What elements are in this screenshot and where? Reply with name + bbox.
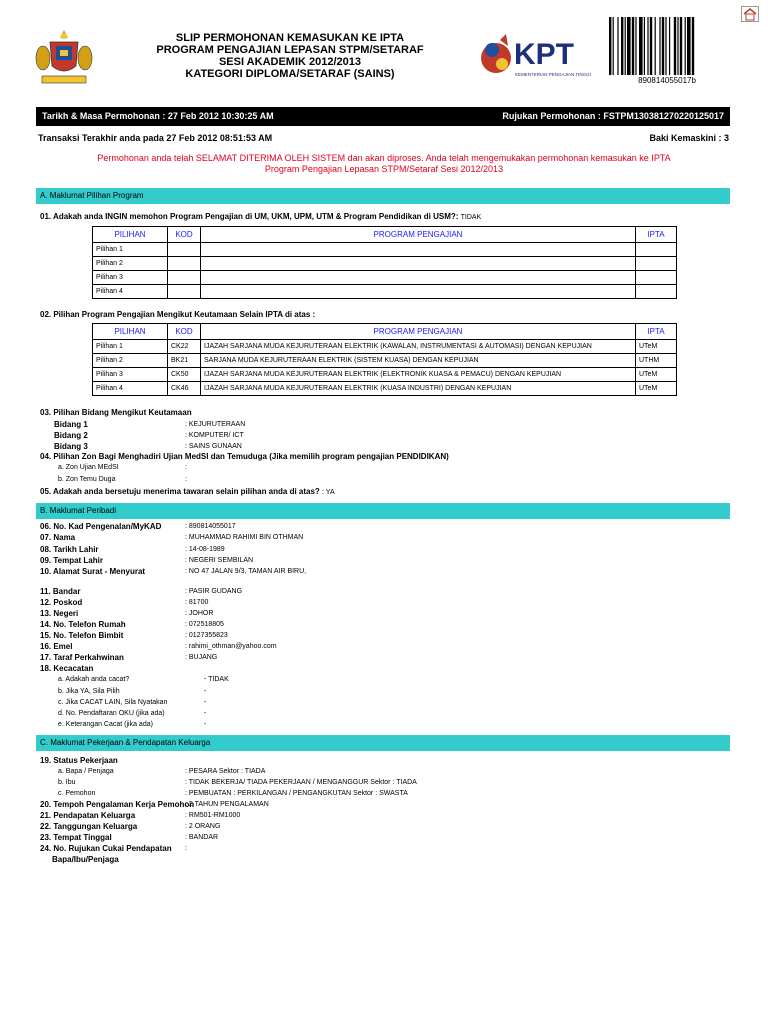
barcode-bar bbox=[639, 17, 643, 75]
bidang-3-label: Bidang 3 bbox=[54, 442, 88, 451]
application-datetime: Tarikh & Masa Permohonan : 27 Feb 2012 10:30:25 AM bbox=[42, 111, 274, 121]
status-pemohon-label: c. Pemohon bbox=[58, 790, 96, 797]
nama-label: 07. Nama bbox=[40, 533, 76, 542]
barcode-bar bbox=[659, 17, 660, 75]
question-01-answer: TIDAK bbox=[460, 214, 482, 221]
kpt-logo bbox=[478, 28, 598, 82]
application-reference: Rujukan Permohonan : FSTPM130381270220125017 bbox=[502, 111, 724, 121]
title-line-1: SLIP PERMOHONAN KEMASUKAN KE IPTA bbox=[175, 32, 405, 44]
taraf-value: : BUJANG bbox=[185, 654, 218, 661]
tempat-tinggal-label: 23. Tempat Tinggal bbox=[40, 833, 112, 842]
barcode-bar bbox=[680, 17, 682, 75]
tempoh-kerja-label: 20. Tempoh Pengalaman Kerja Pemohon bbox=[40, 800, 195, 809]
barcode-bar bbox=[677, 17, 678, 75]
title-line-2: PROGRAM PENGAJIAN LEPASAN STPM/SETARAF bbox=[156, 44, 424, 56]
tempat-tinggal-value: : BANDAR bbox=[185, 834, 219, 841]
barcode-bar bbox=[644, 17, 645, 75]
bidang-1-label: Bidang 1 bbox=[54, 420, 88, 429]
bidang-2-value: : KOMPUTER/ ICT bbox=[185, 432, 244, 439]
tempat-lahir-label: 09. Tempat Lahir bbox=[40, 556, 103, 565]
cukai-label: 24. No. Rujukan Cukai Pendapatan bbox=[40, 844, 172, 853]
table-row: Pilihan 3 CK50 IJAZAH SARJANA MUDA KEJURUTERAAN ELEKTRIK (ELEKTRONIK KUASA & PEMACU) DENGAN KEPUJIAN UTeM bbox=[93, 368, 677, 382]
question-05: 05. Adakah anda bersetuju menerima tawaran selain pilihan anda di atas? : YA bbox=[40, 487, 335, 496]
barcode-bar bbox=[635, 17, 636, 75]
barcode-bar bbox=[625, 17, 626, 75]
poskod-label: 12. Poskod bbox=[40, 598, 83, 607]
status-pemohon-value: : PEMBUATAN : PERKILANGAN / PENGANGKUTAN Sektor : SWASTA bbox=[185, 790, 408, 797]
barcode-bar bbox=[621, 17, 623, 75]
table-row: Pilihan 4 CK46 IJAZAH SARJANA MUDA KEJURUTERAAN ELEKTRIK (KUASA INDUSTRI) DENGAN KEPUJIAN UTeM bbox=[93, 382, 677, 396]
question-04: 04. Pilihan Zon Bagi Menghadiri Ujian MedSI dan Temuduga (Jika memilih program pengajian PENDIDIKAN) bbox=[40, 452, 449, 461]
bandar-label: 11. Bandar bbox=[40, 587, 81, 596]
emel-label: 16. Emel bbox=[40, 642, 73, 651]
bidang-3-value: : SAINS GUNAAN bbox=[185, 443, 242, 450]
barcode-bar bbox=[613, 17, 614, 75]
ic-value: : 890814055017 bbox=[185, 523, 236, 530]
question-03: 03. Pilihan Bidang Mengikut Keutamaan bbox=[40, 408, 192, 417]
section-c-header: C. Maklumat Pekerjaan & Pendapatan Keluarga bbox=[36, 735, 730, 751]
title-line-3: SESI AKADEMIK 2012/2013 bbox=[218, 56, 362, 68]
alamat-value: : NO 47 JALAN 9/3, TAMAN AIR BIRU, bbox=[185, 568, 307, 575]
nama-value: : MUHAMMAD RAHIMI BIN OTHMAN bbox=[185, 534, 304, 541]
remaining-updates: Baki Kemaskini : 3 bbox=[649, 133, 729, 143]
program-table-1 bbox=[92, 226, 677, 299]
cacat-b-label: b. Jika YA, Sila Pilih bbox=[58, 688, 120, 695]
tempoh-kerja-value: : 2 TAHUN PENGALAMAN bbox=[185, 801, 269, 808]
barcode-bar bbox=[627, 17, 631, 75]
barcode-bar bbox=[692, 17, 694, 75]
status-message-line-2: Program Pengajian Lepasan STPM/Setaraf Sesi 2012/2013 bbox=[264, 164, 504, 174]
col-program: PROGRAM PENGAJIAN bbox=[201, 227, 636, 243]
section-b-header: B. Maklumat Peribadi bbox=[36, 503, 730, 519]
tel-rumah-value: : 072518805 bbox=[185, 621, 224, 628]
cacat-e-value: - bbox=[204, 721, 207, 728]
barcode-bar bbox=[665, 17, 666, 75]
bandar-value: : PASIR GUDANG bbox=[185, 588, 243, 595]
emel-value: : rahimi_othman@yahoo.com bbox=[185, 643, 277, 650]
barcode-bar bbox=[647, 17, 648, 75]
kecacatan-label: 18. Kecacatan bbox=[40, 664, 94, 673]
negeri-value: : JOHOR bbox=[185, 610, 214, 617]
barcode-bar bbox=[650, 17, 652, 75]
negeri-label: 13. Negeri bbox=[40, 609, 79, 618]
zon-ujian-value: : bbox=[185, 464, 187, 471]
tanggungan-value: : 2 ORANG bbox=[185, 823, 221, 830]
cacat-a-label: a. Adakah anda cacat? bbox=[58, 676, 130, 683]
status-ibu-value: : TIDAK BEKERJA/ TIADA PEKERJAAN / MENGANGGUR Sektor : TIADA bbox=[185, 779, 417, 786]
ic-label: 06. No. Kad Pengenalan/MyKAD bbox=[40, 522, 162, 531]
cukai-label-line2: Bapa/Ibu/Penjaga bbox=[52, 855, 119, 864]
tel-rumah-label: 14. No. Telefon Rumah bbox=[40, 620, 126, 629]
question-02: 02. Pilihan Program Pengajian Mengikut Keutamaan Selain IPTA di atas : bbox=[40, 310, 316, 319]
zon-temuduga-label: b. Zon Temu Duga bbox=[58, 476, 116, 483]
barcode-bar bbox=[685, 17, 686, 75]
status-message bbox=[60, 153, 708, 175]
zon-temuduga-value: : bbox=[185, 476, 187, 483]
table-row: Pilihan 2 BK21 SARJANA MUDA KEJURUTERAAN ELEKTRIK (SISTEM KUASA) DENGAN KEPUJIAN UTHM bbox=[93, 354, 677, 368]
barcode-bar bbox=[687, 17, 691, 75]
cacat-d-value: - bbox=[204, 710, 207, 717]
tarikh-lahir-value: : 14-08-1989 bbox=[185, 546, 225, 553]
question-01: 01. Adakah anda INGIN memohon Program Pengajian di UM, UKM, UPM, UTM & Program Pendidikan di USM?: TIDAK bbox=[40, 212, 482, 221]
question-19: 19. Status Pekerjaan bbox=[40, 756, 118, 765]
table-row: Pilihan 2 bbox=[93, 257, 677, 271]
zon-ujian-label: a. Zon Ujian MEdSI bbox=[58, 464, 119, 471]
cacat-b-value: - bbox=[204, 688, 207, 695]
col-ipta: IPTA bbox=[636, 227, 677, 243]
bidang-1-value: : KEJURUTERAAN bbox=[185, 421, 246, 428]
question-05-answer: : YA bbox=[322, 489, 335, 496]
home-icon[interactable] bbox=[741, 6, 759, 22]
barcode bbox=[607, 15, 727, 80]
barcode-bar bbox=[662, 17, 664, 75]
title-line-4: KATEGORI DIPLOMA/SETARAF (SAINS) bbox=[185, 68, 395, 80]
status-bapa-value: : PESARA Sektor : TIADA bbox=[185, 768, 266, 775]
taraf-label: 17. Taraf Perkahwinan bbox=[40, 653, 124, 662]
cacat-e-label: e. Keterangan Cacat (jika ada) bbox=[58, 721, 153, 728]
barcode-bar bbox=[674, 17, 676, 75]
last-transaction: Transaksi Terakhir anda pada 27 Feb 2012 08:51:53 AM bbox=[38, 133, 273, 143]
cukai-value: : bbox=[185, 845, 187, 852]
barcode-number: 890814055017b bbox=[638, 76, 696, 85]
tanggungan-label: 22. Tanggungan Keluarga bbox=[40, 822, 138, 831]
kpt-logo-text: KPT bbox=[514, 38, 574, 71]
status-message-line-1: Permohonan anda telah SELAMAT DITERIMA OLEH SISTEM dan akan diproses. Anda telah mengemukakan permohonan kemasukan ke IPTA bbox=[97, 153, 671, 163]
table-row: Pilihan 4 bbox=[93, 285, 677, 299]
barcode-bar bbox=[617, 17, 618, 75]
tarikh-lahir-label: 08. Tarikh Lahir bbox=[40, 545, 99, 554]
cacat-c-value: - bbox=[204, 699, 207, 706]
tel-bimbit-value: : 0127355823 bbox=[185, 632, 228, 639]
pendapatan-label: 21. Pendapatan Keluarga bbox=[40, 811, 136, 820]
table-row: Pilihan 1 CK22 IJAZAH SARJANA MUDA KEJURUTERAAN ELEKTRIK (KAWALAN, INSTRUMENTASI & AUTOMASI) DENGAN KEPUJIAN UTeM bbox=[93, 340, 677, 354]
status-bapa-label: a. Bapa / Penjaga bbox=[58, 768, 114, 775]
pendapatan-value: : RM501-RM1000 bbox=[185, 812, 241, 819]
barcode-bar bbox=[655, 17, 656, 75]
table-row: Pilihan 1 bbox=[93, 243, 677, 257]
document-title bbox=[120, 32, 460, 80]
application-info-bar bbox=[36, 107, 730, 126]
poskod-value: : 81700 bbox=[185, 599, 209, 606]
program-table-2: PILIHAN KOD PROGRAM PENGAJIAN IPTA Pilihan 1 CK22 IJAZAH SARJANA MUDA KEJURUTERAAN ELEKTRIK (KAWALAN, INSTRUMENTASI & AUTOMASI) DENGAN KEPUJIAN UTeM Pilihan 2 BK21 SARJANA MUDA KEJURUTERAAN ELEKTRIK (SISTEM KUASA) DENGAN KEPUJIAN UTHM Pilihan 3 CK50 IJAZAH SARJANA MUDA KEJURUTERAAN ELEKTRIK (ELEKTRONIK KUASA & PEMACU) DENGAN KEPUJIAN UTeM Pilihan 4 CK46 IJAZAH SARJANA MUDA KEJURUTERAAN ELEKTRIK (KUASA INDUSTRI) DENGAN KEPUJIAN UTeM bbox=[92, 323, 677, 396]
tempat-lahir-value: : NEGERI SEMBILAN bbox=[185, 557, 254, 564]
barcode-bar bbox=[632, 17, 634, 75]
cacat-a-value: - TIDAK bbox=[204, 676, 229, 683]
bidang-2-label: Bidang 2 bbox=[54, 431, 88, 440]
coat-of-arms-logo bbox=[32, 28, 96, 88]
section-a-header: A. Maklumat Pilihan Program bbox=[36, 188, 730, 204]
barcode-bar bbox=[669, 17, 670, 75]
alamat-label: 10. Alamat Surat - Menyurat bbox=[40, 567, 146, 576]
tel-bimbit-label: 15. No. Telefon Bimbit bbox=[40, 631, 124, 640]
col-pilihan: PILIHAN bbox=[93, 227, 168, 243]
status-ibu-label: b. Ibu bbox=[58, 779, 76, 786]
table-row: Pilihan 3 bbox=[93, 271, 677, 285]
cacat-d-label: d. No. Pendaftaran OKU (jika ada) bbox=[58, 710, 165, 717]
kpt-logo-subtext: KEMENTERIAN PENGAJIAN TINGGI bbox=[515, 72, 591, 77]
barcode-bar bbox=[609, 17, 611, 75]
cacat-c-label: c. Jika CACAT LAIN, Sila Nyatakan bbox=[58, 699, 168, 706]
col-kod: KOD bbox=[168, 227, 201, 243]
